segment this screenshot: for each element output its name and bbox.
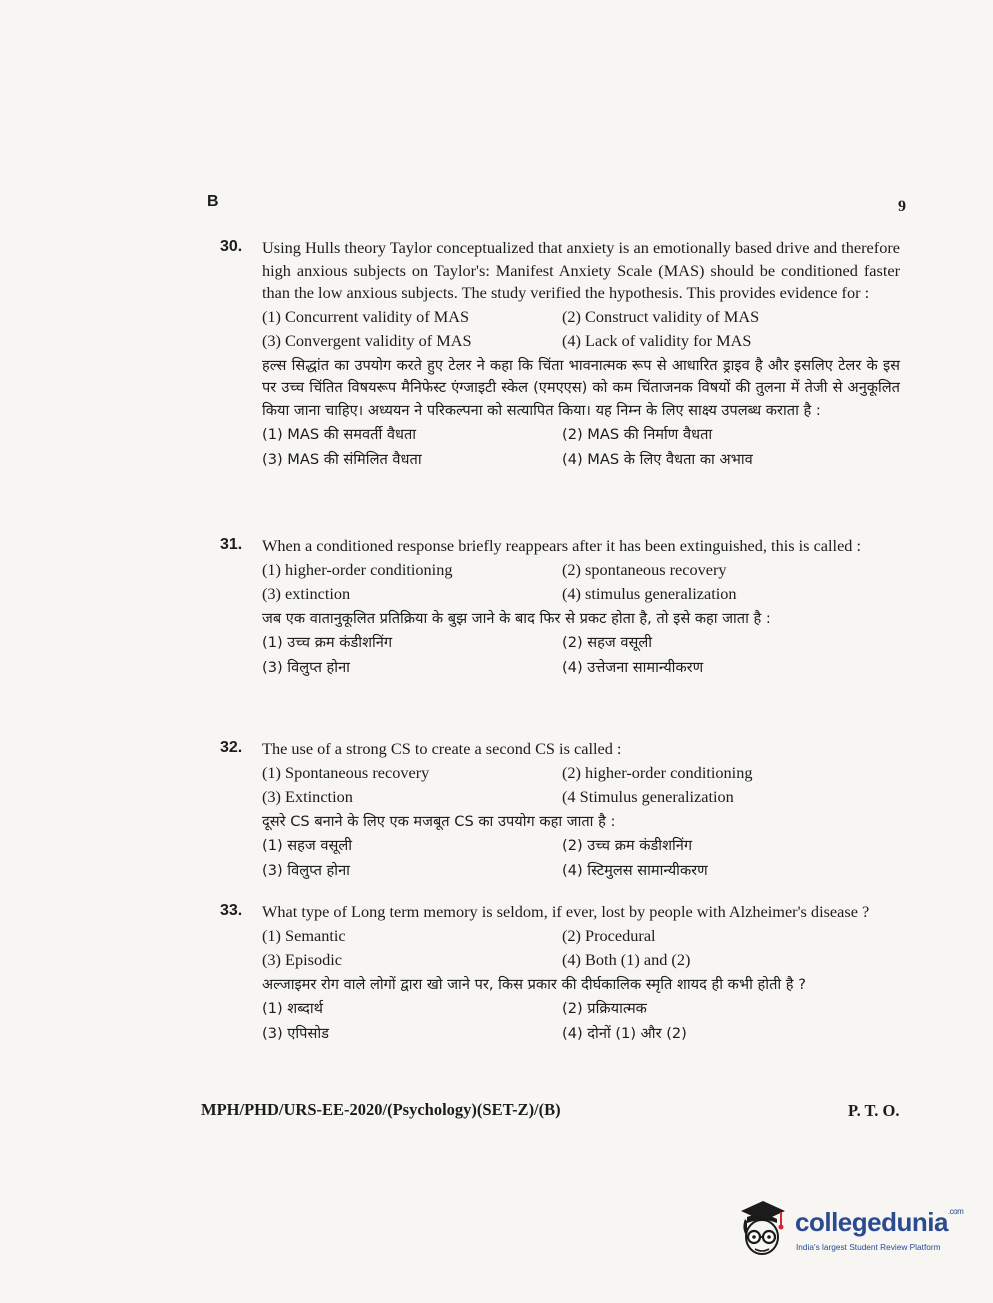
logo-tagline: India's largest Student Review Platform — [796, 1242, 941, 1252]
option: (4) stimulus generalization — [562, 584, 737, 604]
option: (3) विलुप्त होना — [262, 862, 350, 880]
question-31 — [220, 535, 900, 680]
option: (2) उच्च क्रम कंडीशनिंग — [562, 837, 693, 855]
options-en — [262, 761, 900, 810]
option: (3) extinction — [262, 584, 351, 604]
options-hi — [262, 422, 900, 472]
question-text-hi: अल्जाइमर रोग वाले लोगों द्वारा खो जाने पर, किस प्रकार की दीर्घकालिक स्मृति शायद ही कभी होती है ? — [262, 975, 806, 993]
question-30 — [220, 237, 900, 472]
option: (4 Stimulus generalization — [562, 787, 734, 807]
option: (4) Lack of validity for MAS — [562, 331, 752, 351]
question-text-hi: जब एक वातानुकूलित प्रतिक्रिया के बुझ जाने के बाद फिर से प्रकट होता है, तो इसे कहा जाता है : — [262, 609, 771, 627]
option: (4) उत्तेजना सामान्यीकरण — [562, 659, 704, 677]
question-number: 31. — [220, 536, 243, 553]
option: (2) higher-order conditioning — [562, 762, 753, 782]
collegedunia-logo[interactable] — [733, 1197, 963, 1259]
option: (1) उच्च क्रम कंडीशनिंग — [262, 634, 393, 652]
question-number: 30. — [220, 238, 243, 255]
logo-wordmark: collegedunia$^{.com}$ — [795, 1207, 964, 1237]
option: (3) Episodic — [262, 950, 343, 970]
option: (4) Both (1) and (2) — [562, 950, 691, 970]
question-text-hi: दूसरे CS बनाने के लिए एक मजबूत CS का उपयोग कहा जाता है : — [262, 812, 616, 830]
question-number: 32. — [220, 739, 243, 756]
option: (1) MAS की समवर्ती वैधता — [262, 426, 417, 444]
option: (1) शब्दार्थ — [262, 1000, 323, 1018]
option: (4) स्टिमुलस सामान्यीकरण — [562, 862, 708, 880]
option: (2) spontaneous recovery — [562, 559, 727, 579]
option: (2) Procedural — [562, 925, 656, 945]
option: (1) Concurrent validity of MAS — [262, 306, 470, 326]
question-text-hi: हल्स सिद्धांत का उपयोग करते हुए टेलर ने कहा कि चिंता भावनात्मक रूप से आधारित ड्राइव है और इसलिए टेलर के इस पर उच्च चिंतित विषयरूप मैनिफेस्ट एंग्जाइटी स्केल (एमएएस) को कम चिंताजनक विषयों की तुलना में तेजी से अनुकूलित किया जाना चाहिए। अध्ययन ने परिकल्पना को सत्यापित किया। यह निम्न के लिए साक्ष्य उपलब्ध कराता है : — [262, 356, 900, 419]
options-hi — [262, 630, 900, 680]
option: (2) Construct validity of MAS — [562, 306, 760, 326]
question-text-en: The use of a strong CS to create a second CS is called : — [262, 739, 622, 758]
option: (3) Extinction — [262, 787, 353, 807]
option: (3) एपिसोड — [262, 1025, 329, 1043]
option: (4) दोनों (1) और (2) — [562, 1025, 687, 1043]
student-mascot-icon — [733, 1197, 791, 1259]
option: (4) MAS के लिए वैधता का अभाव — [562, 451, 753, 469]
question-number: 33. — [220, 902, 243, 919]
option: (3) Convergent validity of MAS — [262, 331, 472, 351]
option: (1) सहज वसूली — [262, 837, 353, 855]
question-text-en: What type of Long term memory is seldom, if ever, lost by people with Alzheimer's disease ? — [262, 902, 870, 921]
page-number: 9 — [898, 198, 906, 215]
pto-label: P. T. O. — [848, 1101, 900, 1120]
option: (1) Spontaneous recovery — [262, 762, 430, 782]
question-text-en: Using Hulls theory Taylor conceptualized that anxiety is an emotionally based drive and therefore high anxious subjects on Taylor's: Manifest Anxiety Scale (MAS) should be conditioned faster than the low anxious subjects. The study verified the hypothesis. This provides evidence for : — [262, 238, 900, 303]
option: (2) प्रक्रियात्मक — [562, 1000, 647, 1018]
option: (1) Semantic — [262, 925, 346, 945]
question-33 — [220, 901, 900, 1046]
options-hi — [262, 996, 900, 1046]
option: (2) MAS की निर्माण वैधता — [562, 426, 713, 444]
options-hi — [262, 833, 900, 883]
option: (2) सहज वसूली — [562, 634, 653, 652]
question-text-en: When a conditioned response briefly reappears after it has been extinguished, this is called : — [262, 536, 862, 555]
option: (1) higher-order conditioning — [262, 559, 453, 579]
option: (3) MAS की संमिलित वैधता — [262, 451, 422, 469]
option: (3) विलुप्त होना — [262, 659, 350, 677]
options-en — [262, 305, 900, 354]
options-en — [262, 924, 900, 973]
paper-code: MPH/PHD/URS-EE-2020/(Psychology)(SET-Z)/(B) — [201, 1100, 561, 1119]
question-32 — [220, 738, 900, 883]
set-label: B — [207, 193, 219, 210]
options-en — [262, 558, 900, 607]
